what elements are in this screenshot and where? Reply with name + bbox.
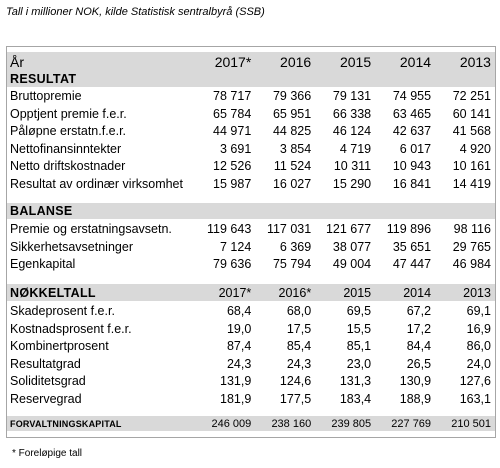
cell-value: 44 825 [272, 124, 312, 138]
row-label: Premie og erstatningsavsetn. [10, 222, 172, 236]
cell-value: 79 131 [332, 89, 372, 103]
table-row [7, 221, 495, 237]
year-header-cell: 2016* [278, 285, 312, 300]
cell-value: 35 651 [392, 239, 432, 254]
row-label: Bruttopremie [10, 89, 82, 103]
cell-value: 4 719 [339, 141, 372, 156]
cell-value: 26,5 [406, 356, 432, 371]
row-label: Egenkapital [10, 257, 76, 271]
cell-value: 46 124 [332, 124, 372, 138]
year-header-row [7, 52, 495, 71]
table-row [7, 123, 495, 139]
cell-value: 130,9 [399, 374, 432, 388]
table-row [7, 356, 495, 372]
cell-value: 29 765 [452, 239, 491, 254]
row-label: Sikkerhetsavsetninger [10, 239, 133, 254]
table-row [7, 158, 495, 174]
footnote: * Foreløpige tall [12, 448, 83, 459]
cell-value: 60 141 [452, 106, 491, 121]
cell-value: 84,4 [406, 339, 432, 353]
cell-value: 24,0 [466, 356, 491, 371]
cell-value: 210 501 [451, 417, 491, 430]
year-header-cell: 2014 [399, 53, 432, 70]
table-row [7, 141, 495, 157]
cell-value: 74 955 [392, 89, 432, 103]
year-header-cell: 2013 [459, 53, 491, 70]
cell-value: 117 031 [266, 222, 312, 236]
year-header-cell: 2014 [403, 285, 432, 300]
cell-value: 227 769 [391, 417, 432, 430]
cell-value: 127,6 [459, 374, 491, 388]
table-row [7, 88, 495, 104]
cell-value: 79 636 [213, 257, 252, 271]
cell-value: 79 366 [272, 89, 312, 103]
table-row [7, 256, 495, 272]
cell-value: 85,4 [286, 339, 312, 353]
row-label: Nettofinansinntekter [10, 141, 122, 156]
cell-value: 17,5 [286, 321, 312, 336]
cell-value: 6 369 [279, 239, 312, 254]
cell-value: 24,3 [286, 356, 312, 371]
cell-value: 42 637 [392, 124, 432, 138]
cell-value: 15 290 [332, 176, 372, 191]
cell-value: 24,3 [226, 356, 252, 371]
year-header-cell: 2015 [343, 285, 372, 300]
section-title: BALANSE [10, 204, 73, 218]
row-label: Kostnadsprosent f.e.r. [10, 321, 132, 336]
cell-value: 69,1 [466, 304, 491, 318]
cell-value: 68,0 [286, 304, 312, 318]
row-label: Opptjent premie f.e.r. [10, 106, 127, 121]
cell-value: 38 077 [332, 239, 372, 254]
cell-value: 183,4 [339, 391, 372, 406]
section-title: NØKKELTALL [10, 285, 96, 300]
row-label: Soliditetsgrad [10, 374, 86, 388]
table-row [7, 106, 495, 122]
cell-value: 121 677 [325, 222, 372, 236]
cell-value: 246 009 [211, 417, 252, 430]
cell-value: 4 920 [459, 141, 491, 156]
cell-value: 75 794 [272, 257, 312, 271]
cell-value: 124,6 [279, 374, 312, 388]
cell-value: 16,9 [466, 321, 491, 336]
row-label: Skadeprosent f.e.r. [10, 304, 115, 318]
cell-value: 7 124 [220, 239, 252, 254]
cell-value: 188,9 [399, 391, 432, 406]
cell-value: 10 161 [452, 159, 491, 173]
cell-value: 47 447 [392, 257, 432, 271]
year-header-cell: 2015 [339, 53, 372, 70]
cell-value: 63 465 [392, 106, 432, 121]
cell-value: 10 943 [392, 159, 432, 173]
cell-value: 119 896 [386, 222, 432, 236]
section-resultat-header [7, 71, 495, 87]
cell-value: 69,5 [346, 304, 372, 318]
cell-value: 131,3 [339, 374, 372, 388]
cell-value: 119 643 [207, 222, 252, 236]
cell-value: 11 524 [273, 159, 312, 173]
table-row [7, 176, 495, 192]
table-caption: Tall i millioner NOK, kilde Statistisk sentralbyrå (SSB) [6, 6, 265, 18]
cell-value: 87,4 [226, 339, 252, 353]
cell-value: 16 841 [392, 176, 432, 191]
cell-value: 239 805 [331, 417, 372, 430]
table-row [7, 391, 495, 407]
cell-value: 14 419 [452, 176, 491, 191]
row-label: Reservegrad [10, 391, 82, 406]
table-row [7, 321, 495, 337]
cell-value: 16 027 [272, 176, 312, 191]
cell-value: 98 116 [453, 222, 491, 236]
year-header-cell: 2017* [218, 285, 252, 300]
cell-value: 72 251 [452, 89, 491, 103]
cell-value: 181,9 [220, 391, 252, 406]
row-label: Påløpne erstatn.f.e.r. [10, 124, 127, 138]
year-header-cell: 2017* [214, 53, 252, 70]
cell-value: 12 526 [213, 159, 252, 173]
cell-value: 86,0 [466, 339, 491, 353]
table-row [7, 373, 495, 389]
row-label: FORVALTNINGSKAPITAL [10, 418, 122, 429]
table-row [7, 303, 495, 319]
cell-value: 44 971 [213, 124, 252, 138]
cell-value: 238 160 [271, 417, 312, 430]
cell-value: 78 717 [213, 89, 252, 103]
cell-value: 46 984 [452, 257, 491, 271]
cell-value: 41 568 [452, 124, 491, 138]
cell-value: 15 987 [213, 176, 252, 191]
cell-value: 6 017 [399, 141, 432, 156]
cell-value: 131,9 [220, 374, 252, 388]
year-header-cell: 2016 [280, 53, 312, 70]
cell-value: 19,0 [226, 321, 252, 336]
cell-value: 163,1 [459, 391, 491, 406]
cell-value: 23,0 [346, 356, 372, 371]
section-balanse-header [7, 203, 495, 219]
year-header-cell: 2013 [463, 285, 491, 300]
section-title: RESULTAT [10, 72, 77, 86]
cell-value: 3 854 [279, 141, 312, 156]
cell-value: 67,2 [406, 304, 432, 318]
row-label: Resultat av ordinær virksomhet [10, 176, 183, 191]
cell-value: 10 311 [333, 159, 372, 173]
cell-value: 177,5 [279, 391, 312, 406]
cell-value: 66 338 [332, 106, 372, 121]
cell-value: 17,2 [406, 321, 432, 336]
cell-value: 15,5 [346, 321, 372, 336]
cell-value: 68,4 [226, 304, 252, 318]
row-label: Netto driftskostnader [10, 159, 126, 173]
forvaltningskapital-row [7, 416, 495, 431]
cell-value: 65 784 [213, 106, 252, 121]
row-label: Resultatgrad [10, 356, 81, 371]
year-header-label: År [10, 53, 24, 70]
row-label: Kombinertprosent [10, 339, 109, 353]
table-row [7, 239, 495, 255]
section-nokkeltall-header [7, 284, 495, 301]
cell-value: 3 691 [220, 141, 252, 156]
table-row [7, 338, 495, 354]
cell-value: 49 004 [332, 257, 372, 271]
cell-value: 85,1 [346, 339, 372, 353]
cell-value: 65 951 [272, 106, 312, 121]
